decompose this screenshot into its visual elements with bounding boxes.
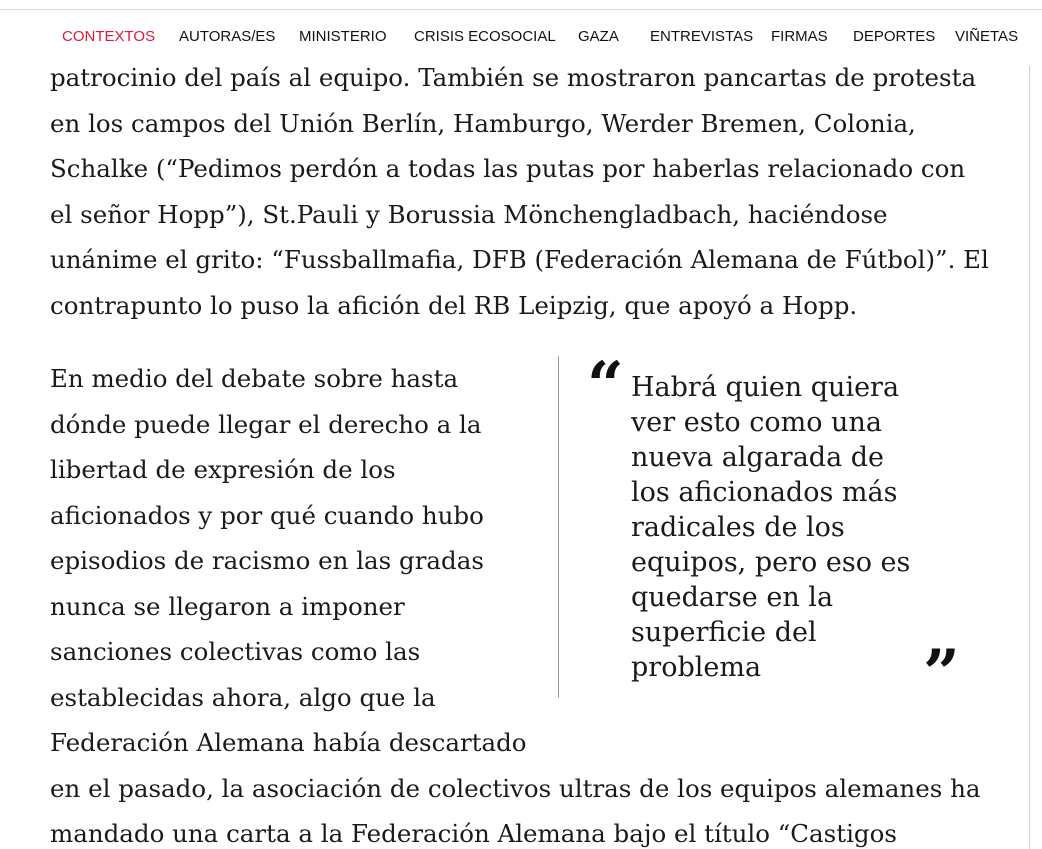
pull-quote-line: Habrá quien quiera [631, 372, 900, 403]
nav-item-deportes[interactable]: DEPORTES [853, 28, 936, 45]
paragraph-line: dónde puede llegar el derecho a la [50, 409, 482, 439]
nav-item-vinetas[interactable]: VIÑETAS [955, 28, 1019, 45]
paragraph-line: libertad de expresión de los [50, 455, 396, 484]
pull-quote-line: problema [631, 652, 762, 683]
paragraph-line: contrapunto lo puso la afición del RB Leipzig, que apoyó a Hopp. [50, 290, 858, 320]
nav-item-gaza[interactable]: GAZA [578, 28, 619, 45]
open-quote-icon: “ [587, 348, 624, 423]
pull-quote-line: quedarse en la [631, 582, 834, 613]
paragraph-line: el señor Hopp”), St.Pauli y Borussia Mönchengladbach, haciéndose [50, 199, 888, 229]
paragraph-line: Federación Alemana había descartado [50, 728, 527, 757]
paragraph-line: aficionados y por qué cuando hubo [50, 500, 484, 530]
nav-item-autoras[interactable]: AUTORAS/ES [179, 28, 276, 45]
pull-quote-line: superficie del [631, 617, 817, 648]
pull-quote-line: radicales de los [631, 512, 845, 543]
paragraph-line: episodios de racismo en las gradas [50, 546, 484, 575]
pull-quote-line: ver esto como una [631, 407, 882, 438]
paragraph-line: en los campos del Unión Berlín, Hamburgo, Werder Bremen, Colonia, [50, 108, 916, 138]
paragraph-line: mandado una carta a la Federación Alemana bajo el título “Castigos [50, 819, 897, 848]
pull-quote-line: los aficionados más [631, 477, 898, 508]
pull-quote-text [631, 370, 910, 685]
paragraph-line: Schalke (“Pedimos perdón a todas las putas por haberlas relacionado con [50, 154, 966, 183]
article-paragraph [50, 55, 989, 328]
nav-item-contextos[interactable]: CONTEXTOS [62, 28, 156, 45]
paragraph-line: establecidas ahora, algo que la [50, 682, 436, 712]
paragraph-line: sanciones colectivas como las [50, 637, 421, 666]
close-quote-icon: ” [923, 636, 960, 711]
nav-item-entrevistas[interactable]: ENTREVISTAS [650, 28, 754, 45]
content-edge-rule [1029, 66, 1030, 849]
nav-item-firmas[interactable]: FIRMAS [771, 28, 828, 45]
pull-quote-line: equipos, pero eso es [631, 547, 911, 578]
nav-item-ministerio[interactable]: MINISTERIO [299, 28, 387, 45]
paragraph-line: nunca se llegaron a imponer [50, 591, 405, 621]
paragraph-line: patrocinio del país al equipo. También se mostraron pancartas de protesta [50, 63, 977, 92]
pull-quote-line: nueva algarada de [631, 442, 885, 473]
pull-quote [558, 348, 969, 711]
paragraph-line: En medio del debate sobre hasta [50, 364, 459, 393]
nav-item-crisis-ecosocial[interactable]: CRISIS ECOSOCIAL [414, 28, 556, 45]
paragraph-line: unánime el grito: “Fussballmafia, DFB (Federación Alemana de Fútbol)”. El [50, 245, 989, 274]
paragraph-line: en el pasado, la asociación de colectivos ultras de los equipos alemanes ha [50, 773, 981, 803]
